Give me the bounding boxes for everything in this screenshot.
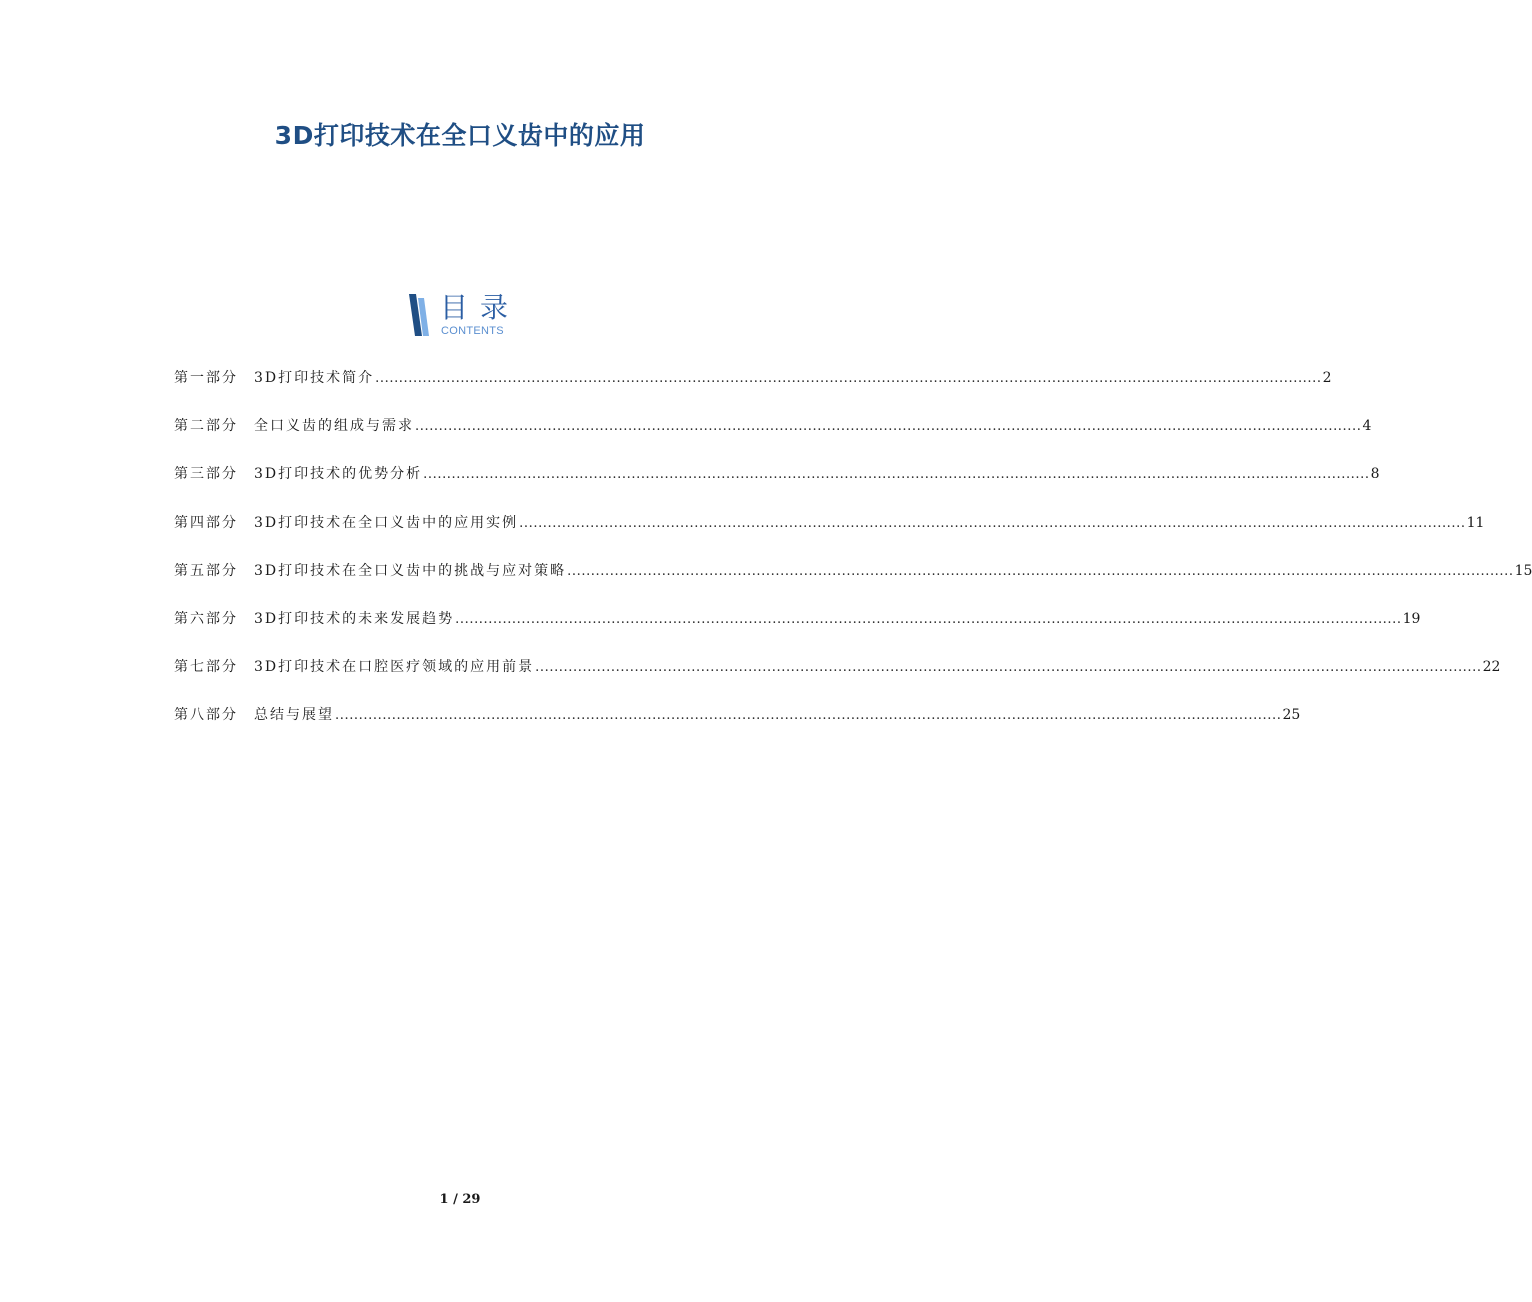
- toc-entry-title: 全口义齿的组成与需求: [254, 418, 414, 435]
- toc-entry-leader: ........................................................................................................................................................................................................: [335, 708, 1282, 724]
- toc-entry-title: 3D打印技术在全口义齿中的挑战与应对策略: [254, 562, 567, 579]
- toc-entry-page: 25: [1282, 707, 1301, 724]
- toc-entry-part: 第六部分: [174, 610, 238, 627]
- toc-entry-page: 15: [1514, 562, 1532, 579]
- document-title: 3D打印技术在全口义齿中的应用: [274, 121, 646, 150]
- toc-entry[interactable]: [174, 464, 1380, 512]
- toc-entry-part: 第八部分: [174, 707, 238, 724]
- toc-entry[interactable]: [174, 657, 1501, 705]
- toc-entry[interactable]: [174, 368, 1332, 416]
- toc-entry-part: 第四部分: [174, 514, 238, 531]
- toc-entry-leader: ........................................................................................................................................................................................................: [423, 467, 1370, 483]
- toc-entry-leader: ........................................................................................................................................................................................................: [535, 660, 1482, 676]
- toc-entry-page: 8: [1370, 466, 1380, 483]
- toc-entry-part: 第一部分: [174, 370, 238, 386]
- toc-entry-title: 3D打印技术在口腔医疗领域的应用前景: [254, 659, 535, 676]
- toc-entry-page: 11: [1466, 514, 1485, 531]
- toc-heading: 目录: [440, 291, 521, 324]
- toc-entry-leader: ........................................................................................................................................................................................................: [375, 371, 1322, 386]
- toc-entry[interactable]: [174, 416, 1372, 464]
- toc-entry-title: 3D打印技术的优势分析: [254, 466, 423, 483]
- toc-entry-title: 总结与展望: [254, 707, 334, 724]
- toc-entry-page: 22: [1482, 659, 1501, 676]
- toc-header: [406, 292, 536, 344]
- toc-entry-part: 第二部分: [174, 418, 238, 435]
- toc-entry-leader: ........................................................................................................................................................................................................: [567, 563, 1514, 579]
- toc-entry[interactable]: [174, 561, 1532, 609]
- toc-entry-leader: ........................................................................................................................................................................................................: [519, 515, 1466, 531]
- page-indicator: 1 / 29: [439, 1192, 481, 1207]
- toc-entry-part: 第七部分: [174, 659, 238, 676]
- toc-entry-leader: ........................................................................................................................................................................................................: [455, 611, 1402, 627]
- toc-entry-title: 3D打印技术简介: [254, 370, 375, 386]
- toc-entry-title: 3D打印技术的未来发展趋势: [254, 610, 455, 627]
- contents-logo-icon: [406, 292, 432, 338]
- toc-entry-part: 第三部分: [174, 466, 238, 483]
- toc-entry[interactable]: [174, 609, 1421, 657]
- toc-entry-part: 第五部分: [174, 562, 238, 579]
- toc-list: [174, 368, 1532, 754]
- toc-entry-leader: ........................................................................................................................................................................................................: [415, 419, 1362, 435]
- toc-entry[interactable]: [174, 705, 1301, 753]
- toc-entry[interactable]: [174, 513, 1485, 561]
- toc-entry-title: 3D打印技术在全口义齿中的应用实例: [254, 514, 519, 531]
- toc-entry-page: 4: [1362, 418, 1372, 435]
- toc-entry-page: 19: [1402, 610, 1421, 627]
- toc-heading-en: CONTENTS: [441, 325, 504, 337]
- toc-entry-page: 2: [1322, 370, 1332, 386]
